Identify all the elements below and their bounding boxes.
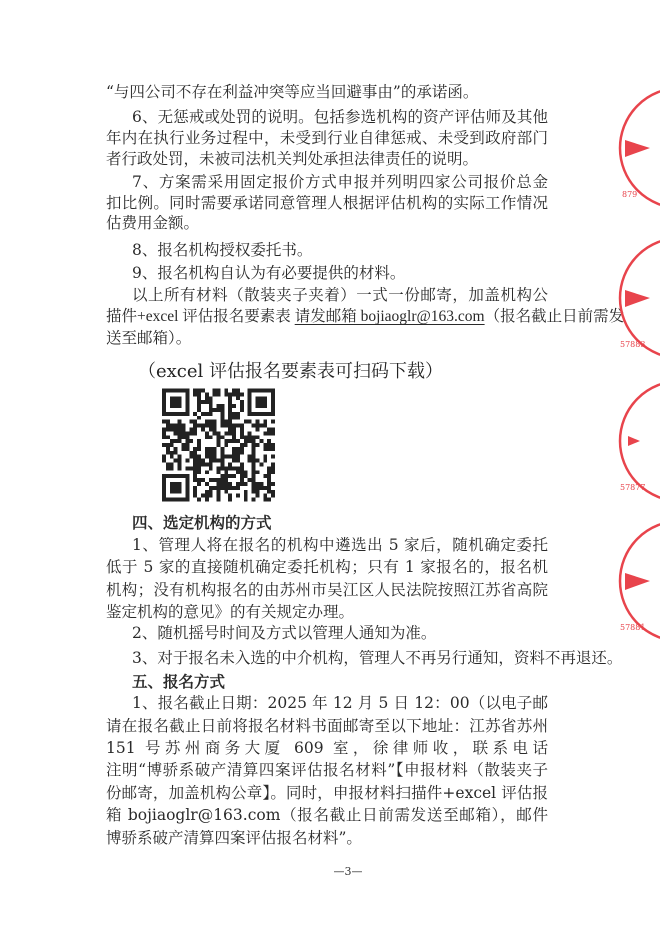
text-segment: （报名截止日前需发 (484, 308, 625, 325)
paragraph-line: 博骄系破产清算四案评估报名材料”。 (106, 829, 362, 847)
paragraph-line: 1、报名截止日期：2025 年 12 月 5 日 12：00（以电子邮 (132, 694, 548, 712)
paragraph-line: “与四公司不存在利益冲突等应当回避事由”的承诺函。 (106, 83, 479, 101)
paragraph-line: 151 号苏州商务大厦 609 室，徐律师收，联系电话 (106, 739, 548, 757)
page-number: —3— (333, 865, 363, 878)
paragraph-line: 2、随机摇号时间及方式以管理人通知为准。 (132, 624, 437, 642)
item-8-line: 8、报名机构授权委托书。 (132, 241, 313, 259)
email-link[interactable]: 请发邮箱 bojiaoglr@163.com (294, 308, 485, 325)
seal-number: 57881 (620, 623, 646, 632)
qr-finder-pattern (170, 396, 182, 408)
paragraph-line: 机构；没有机构报名的由苏州市吴江区人民法院按照江苏省高院 (106, 581, 548, 599)
qr-finder-pattern (256, 396, 268, 408)
seal-stamp (600, 518, 660, 648)
item-9-line: 9、报名机构自认为有必要提供的材料。 (132, 264, 406, 282)
paragraph-line: 箱 bojiaoglr@163.com（报名截止日前需发送至邮箱），邮件 (106, 806, 548, 824)
paragraph-line: 送至邮箱）。 (106, 329, 192, 347)
paragraph-line: 低于 5 家的直接随机确定委托机构；只有 1 家报名的，报名机 (106, 558, 548, 576)
paragraph-line: 扣比例。同时需要承诺同意管理人根据评估机构的实际工作情况 (106, 194, 548, 212)
paragraph-line: 估费用金额。 (106, 214, 200, 232)
paragraph-line: 份邮寄，加盖机构公章】。同时，申报材料扫描件+excel 评估报 (106, 784, 548, 802)
paragraph-line: 鉴定机构的意见》的有关规定办理。 (106, 603, 355, 621)
paragraph-line: 请在报名截止日前将报名材料书面邮寄至以下地址：江苏省苏州 (106, 717, 548, 735)
text-segment: 描件+excel 评估报名要素表 (106, 308, 295, 325)
paragraph-line: 以上所有材料（散装夹子夹着）一式一份邮寄，加盖机构公 (132, 286, 548, 304)
seal-stamp (600, 235, 660, 365)
qr-caption: （excel 评估报名要素表可扫码下载） (138, 361, 444, 382)
paragraph-line: 注明“博骄系破产清算四案评估报名材料”【申报材料（散装夹子 (106, 761, 548, 779)
seal-stamp (600, 85, 660, 215)
item-6-line: 6、无惩戒或处罚的说明。包括参选机构的资产评估师及其他 (132, 108, 548, 126)
paragraph-line (106, 307, 624, 327)
qr-code[interactable] (162, 388, 275, 502)
paragraph-line: 3、对于报名未入选的中介机构，管理人不再另行通知，资料不再退还。 (132, 649, 623, 667)
seal-number: 879 (622, 190, 638, 199)
seal-number: 57877 (620, 483, 646, 492)
seal-number: 57883 (620, 340, 646, 349)
section-heading-4: 四、选定机构的方式 (132, 513, 272, 532)
seal-stamp (600, 378, 660, 508)
item-7-line: 7、方案需采用固定报价方式申报并列明四家公司报价总金 (132, 173, 548, 191)
paragraph-line: 年内在执行业务过程中，未受到行业自律惩戒、未受到政府部门 (106, 129, 548, 147)
qr-finder-pattern (170, 482, 182, 494)
paragraph-line: 者行政处罚，未被司法机关判处承担法律责任的说明。 (106, 150, 479, 168)
paragraph-line: 1、管理人将在报名的机构中遴选出 5 家后，随机确定委托 (132, 536, 548, 554)
section-heading-5: 五、报名方式 (132, 672, 226, 691)
